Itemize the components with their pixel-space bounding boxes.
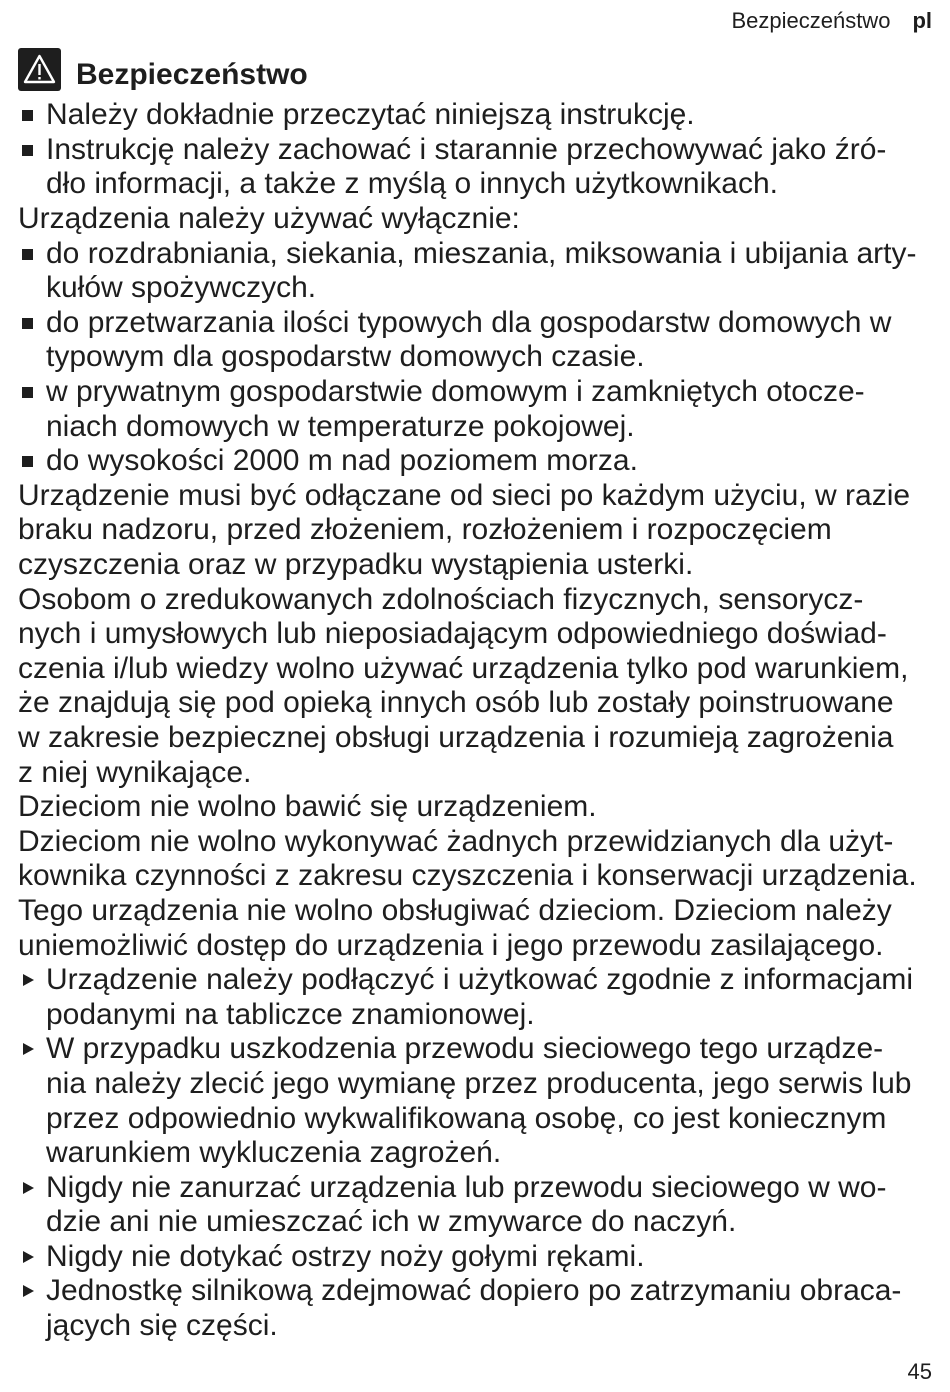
bullet-item: [18, 98, 932, 133]
text-line: dło informacji, a także z myślą o innych użytkownikach.: [46, 167, 778, 201]
safety-content: [18, 98, 932, 1343]
text-line: Tego urządzenia nie wolno obsługiwać dzieciom. Dzieciom należy: [18, 893, 892, 927]
arrow-bullet-icon: [23, 1182, 34, 1194]
square-bullet-icon: [22, 456, 33, 467]
instruction-item: [18, 1274, 932, 1343]
arrow-bullet-icon: [23, 1251, 34, 1263]
running-header-section: Bezpieczeństwo: [731, 8, 891, 33]
text-line: Instrukcję należy zachować i starannie przechowywać jako źró-: [46, 132, 887, 166]
text-line: Urządzenia należy używać wyłącznie:: [18, 202, 520, 236]
running-header: [731, 8, 932, 34]
arrow-bullet-icon: [23, 1285, 34, 1297]
text-line: podanymi na tabliczce znamionowej.: [46, 997, 535, 1031]
instruction-item: [18, 1240, 932, 1275]
text-line: Nigdy nie zanurzać urządzenia lub przewodu sieciowego w wo-: [46, 1170, 887, 1204]
text-line: nia należy zlecić jego wymianę przez producenta, jego serwis lub: [46, 1066, 912, 1100]
warning-icon: [18, 48, 61, 91]
paragraph: [18, 583, 932, 791]
instruction-item: [18, 1032, 932, 1170]
bullet-item: [18, 375, 932, 444]
text-line: kownika czynności z zakresu czyszczenia i konserwacji urządzenia.: [18, 859, 917, 893]
text-line: czyszczenia oraz w przypadku wystąpienia usterki.: [18, 548, 694, 582]
text-line: Nigdy nie dotykać ostrzy noży gołymi rękami.: [46, 1239, 645, 1273]
instruction-item: [18, 963, 932, 1032]
text-line: że znajdują się pod opieką innych osób lub zostały poinstruowane: [18, 686, 894, 720]
text-line: z niej wynikające.: [18, 755, 252, 789]
text-line: W przypadku uszkodzenia przewodu sieciowego tego urządze-: [46, 1032, 884, 1066]
square-bullet-icon: [22, 145, 33, 156]
bullet-item: [18, 133, 932, 202]
paragraph: [18, 790, 932, 825]
text-line: kułów spożywczych.: [46, 271, 317, 305]
text-line: Należy dokładnie przeczytać niniejszą instrukcję.: [46, 98, 695, 132]
text-line: dzie ani nie umieszczać ich w zmywarce do naczyń.: [46, 1205, 737, 1239]
section-title: Bezpieczeństwo: [76, 58, 308, 91]
text-line: warunkiem wykluczenia zagrożeń.: [46, 1136, 502, 1170]
bullet-item: [18, 306, 932, 375]
text-line: Jednostkę silnikową zdejmować dopiero po zatrzymaniu obraca-: [46, 1274, 902, 1308]
square-bullet-icon: [22, 387, 33, 398]
text-line: czenia i/lub wiedzy wolno używać urządzenia tylko pod warunkiem,: [18, 651, 909, 685]
arrow-bullet-icon: [23, 974, 34, 986]
page-number: 45: [907, 1359, 932, 1384]
text-line: w prywatnym gospodarstwie domowym i zamkniętych otocze-: [46, 375, 865, 409]
text-line: braku nadzoru, przed złożeniem, rozłożeniem i rozpoczęciem: [18, 513, 832, 547]
bullet-item: [18, 237, 932, 306]
arrow-bullet-icon: [23, 1043, 34, 1055]
text-line: do przetwarzania ilości typowych dla gospodarstw domowych w: [46, 305, 892, 339]
square-bullet-icon: [22, 249, 33, 260]
square-bullet-icon: [22, 318, 33, 329]
text-line: typowym dla gospodarstw domowych czasie.: [46, 340, 645, 374]
text-line: jących się części.: [46, 1309, 278, 1343]
text-line: do rozdrabniania, siekania, mieszania, miksowania i ubijania arty-: [46, 236, 917, 270]
paragraph: [18, 825, 932, 963]
text-line: Urządzenie musi być odłączane od sieci po każdym użyciu, w razie: [18, 478, 911, 512]
text-line: Dzieciom nie wolno wykonywać żadnych przewidzianych dla użyt-: [18, 824, 894, 858]
text-line: Dzieciom nie wolno bawić się urządzeniem.: [18, 790, 597, 824]
bullet-item: [18, 444, 932, 479]
text-line: w zakresie bezpiecznej obsługi urządzenia i rozumieją zagrożenia: [18, 720, 894, 754]
text-line: uniemożliwić dostęp do urządzenia i jego przewodu zasilającego.: [18, 928, 884, 962]
text-line: przez odpowiednio wykwalifikowaną osobę, co jest koniecznym: [46, 1101, 887, 1135]
text-line: Urządzenie należy podłączyć i użytkować zgodnie z informacjami: [46, 963, 914, 997]
text-line: Osobom o zredukowanych zdolnościach fizycznych, sensorycz-: [18, 582, 864, 616]
paragraph: [18, 479, 932, 583]
square-bullet-icon: [22, 110, 33, 121]
text-line: niach domowych w temperaturze pokojowej.: [46, 409, 635, 443]
text-line: nych i umysłowych lub nieposiadającym odpowiedniego doświad-: [18, 617, 887, 651]
paragraph: [18, 202, 932, 237]
instruction-item: [18, 1171, 932, 1240]
text-line: do wysokości 2000 m nad poziomem morza.: [46, 444, 638, 478]
language-code: pl: [912, 8, 932, 33]
